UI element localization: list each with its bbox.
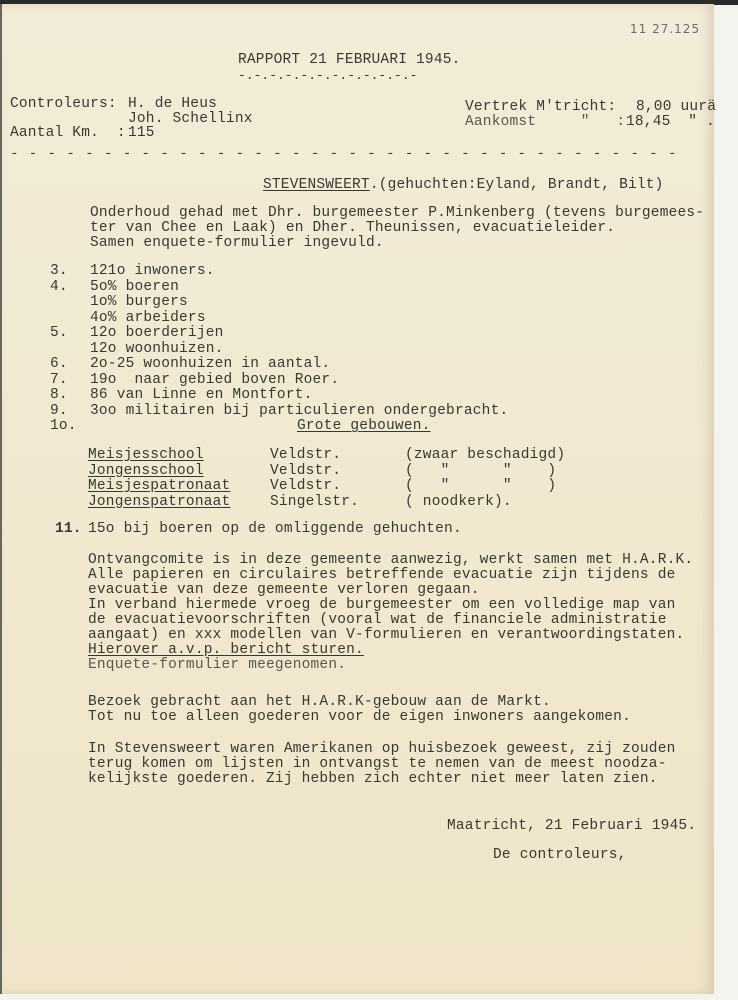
closing-signature: De controleurs, xyxy=(493,847,627,863)
building-note: ( " " ) xyxy=(405,478,557,494)
item-text: 3oo militairen bij particulieren ondergebracht. xyxy=(90,402,509,419)
departure-label: Vertrek M'tricht: xyxy=(465,99,617,115)
item-number: 4. xyxy=(50,278,68,295)
item-text: 86 van Linne en Montfort. xyxy=(90,387,313,403)
km-value: 115 xyxy=(128,125,155,141)
item-text: 1o% burgers xyxy=(90,294,188,310)
intro-line: ter van Chee en Laak) en Dher. Theunissen, evacuatieleider. xyxy=(90,220,616,236)
paragraph-line: Bezoek gebracht aan het H.A.R.K-gebouw aan de Markt. xyxy=(88,694,551,710)
item-text: 2o-25 woonhuizen in aantal. xyxy=(90,356,331,372)
paragraph-line: terug komen om lijsten in ontvangst te nemen van de meest noodza- xyxy=(88,756,667,772)
intro-line: Samen enquete-formulier ingevuld. xyxy=(90,235,384,251)
building-note: ( " " ) xyxy=(405,462,557,479)
section-heading xyxy=(263,178,664,193)
archive-number: 11 27.125 xyxy=(630,22,701,36)
controllers-label: Controleurs: xyxy=(10,96,117,112)
paragraph-line: evacuatie van deze gemeente verloren gegaan. xyxy=(88,582,480,598)
header-separator: - - - - - - - - - - - - - - - - - - - - - - - - - - - - - - - - - - - - xyxy=(10,146,678,162)
building-note: (zwaar beschadigd) xyxy=(405,447,566,463)
controller-1: H. de Heus xyxy=(128,96,218,112)
building-name: Meisjesschool xyxy=(88,447,204,463)
paragraph-line: In Stevensweert waren Amerikanen op huisbezoek geweest, zij zouden xyxy=(88,741,676,757)
paragraph-line: kelijkste goederen. Zij hebben zich echter niet meer laten zien. xyxy=(88,771,658,787)
departure-value: 8,00 uurä xyxy=(636,99,717,115)
intro-line: Onderhoud gehad met Dhr. burgemeester P.Minkenberg (tevens burgemees- xyxy=(90,205,705,221)
item-text: 12o boerderijen xyxy=(90,325,224,341)
paragraph-line: aangaat) en xxx modellen van V-formulieren en verantwoordingstaten. xyxy=(88,627,685,643)
report-title: RAPPORT 21 FEBRUARI 1945. xyxy=(238,52,461,68)
place-hamlets: .(gehuchten:Eyland, Brandt, Bilt) xyxy=(369,177,664,193)
building-street: Veldstr. xyxy=(270,447,342,463)
paragraph-line: In verband hiermede vroeg de burgemeester om een volledige map van xyxy=(88,597,676,613)
place-name: STEVENSWEERT xyxy=(263,177,370,193)
controller-2: Joh. Schellinx xyxy=(128,111,253,127)
building-name: Jongenspatronaat xyxy=(88,493,231,510)
item-text: 121o inwoners. xyxy=(90,263,215,279)
paragraph-line: Ontvangcomite is in deze gemeente aanwezig, werkt samen met H.A.R.K. xyxy=(88,552,694,568)
building-note: ( noodkerk). xyxy=(405,493,512,510)
building-name: Meisjespatronaat xyxy=(88,478,231,494)
title-rule: -.-.-.-.-.-.-.-.-.-.-.- xyxy=(238,68,418,83)
item-11-num: 11. xyxy=(55,521,82,537)
item-number: 1o. xyxy=(50,418,77,434)
item-number: 9. xyxy=(50,402,68,419)
closing-place-date: Maatricht, 21 Februari 1945. xyxy=(447,818,697,834)
km-label: Aantal Km. : xyxy=(10,125,126,141)
arrival-value: 18,45 " . xyxy=(626,114,716,130)
item-number: 7. xyxy=(50,371,68,388)
item-number: 6. xyxy=(50,356,68,372)
item-number: 5. xyxy=(50,325,68,341)
item-text: 19o naar gebied boven Roer. xyxy=(90,371,340,388)
item-text: 12o woonhuizen. xyxy=(90,340,224,357)
paragraph-line: de evacuatievoorschriften (vooral wat de financiele administratie xyxy=(88,612,667,628)
paragraph-line: Tot nu toe alleen goederen voor de eigen inwoners aangekomen. xyxy=(88,709,631,725)
building-street: Singelstr. xyxy=(270,493,360,510)
item-11-text: 15o bij boeren op de omliggende gehuchten. xyxy=(88,521,462,537)
item-number: 8. xyxy=(50,387,68,403)
building-street: Veldstr. xyxy=(270,462,342,479)
underlined-request: Hierover a.v.p. bericht sturen. xyxy=(88,642,364,658)
form-taken-note: Enquete-formulier meegenomen. xyxy=(88,657,347,673)
building-name: Jongensschool xyxy=(88,462,204,479)
item-number: 3. xyxy=(50,263,68,279)
paragraph-line: Alle papieren en circulaires betreffende evacuatie zijn tijdens de xyxy=(88,567,676,583)
item-text: 4o% arbeiders xyxy=(90,309,206,326)
building-street: Veldstr. xyxy=(270,478,342,494)
item-text: 5o% boeren xyxy=(90,278,180,295)
buildings-heading: Grote gebouwen. xyxy=(297,418,431,434)
arrival-label: Aankomst " : xyxy=(465,114,626,130)
